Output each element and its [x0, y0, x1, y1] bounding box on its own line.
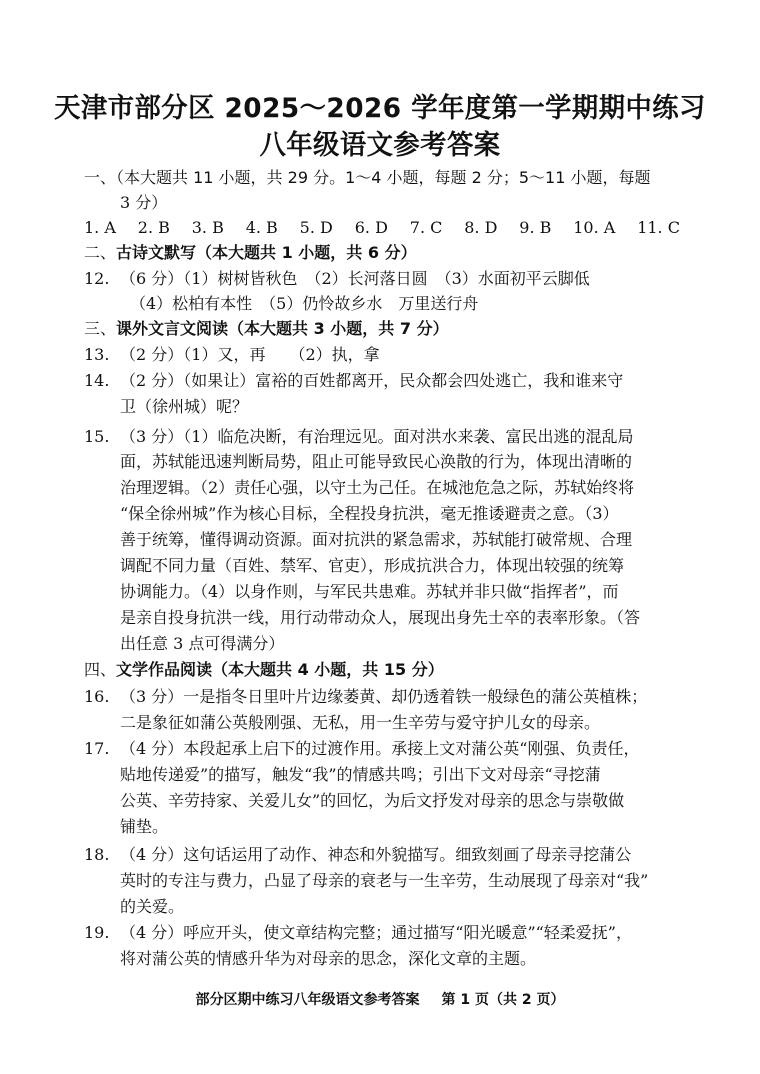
question-number: 12. — [84, 269, 110, 288]
section-2-number: 二、 — [84, 243, 117, 262]
section-4-note: （本大题共 4 小题，共 15 分） — [212, 660, 444, 679]
answer-item: 9. B — [519, 218, 552, 237]
section-1-number: 一、 — [84, 168, 117, 187]
footer-page-number: 第 1 页（共 2 页） — [441, 992, 565, 1008]
answer-item: 4. B — [245, 218, 278, 237]
answer-text: 面，苏轼能迅速判断局势，阻止可能导致民心涣散的行为，体现出清晰的 — [120, 452, 633, 471]
section-1-heading — [84, 166, 651, 190]
section-4-heading — [84, 658, 444, 682]
answer-item: 3. B — [191, 218, 224, 237]
section-3-note: （本大题共 3 小题，共 7 分） — [228, 319, 449, 338]
section-2-note: （本大题共 1 小题，共 6 分） — [196, 243, 417, 262]
answer-item: 11. C — [637, 218, 680, 237]
answer-text: 善于统筹，懂得调动资源。面对抗洪的紧急需求，苏轼能打破常规、合理 — [120, 530, 633, 549]
question-15 — [84, 425, 633, 449]
answer-item: 6. D — [354, 218, 388, 237]
section-2-heading — [84, 241, 417, 265]
question-number: 15. — [84, 427, 110, 446]
question-17 — [84, 737, 639, 761]
answer-text: （4 分）本段起承上启下的过渡作用。承接上文对蒲公英“刚强、负责任， — [120, 739, 640, 758]
answer-text: 协调能力。（4）以身作则，与军民共患难。苏轼并非只做“指挥者”，而 — [120, 582, 619, 601]
question-13 — [84, 343, 380, 367]
section-3-number: 三、 — [84, 319, 117, 338]
page-subtitle: 八年级语文参考答案 — [259, 130, 501, 161]
answer-text: 二是象征如蒲公英般刚强、无私，用一生辛劳与爱守护儿女的母亲。 — [120, 713, 601, 732]
answer-text: （6 分）（1）树树皆秋色 （2）长河落日圆 （3）水面初平云脚低 — [120, 269, 590, 288]
section-1-heading-cont: 3 分） — [120, 193, 168, 212]
answer-item: 10. A — [573, 218, 616, 237]
section-4-number: 四、 — [84, 660, 117, 679]
answer-text: 公英、辛劳持家、关爱儿女”的回忆，为后文抒发对母亲的思念与崇敬做 — [120, 791, 625, 810]
answer-text: 贴地传递爱”的描写，触发“我”的情感共鸣；引出下文对母亲“寻挖蒲 — [120, 765, 601, 784]
question-number: 14. — [84, 371, 110, 390]
footer-document-name: 部分区期中练习八年级语文参考答案 — [195, 992, 420, 1008]
answer-item: 7. C — [409, 218, 443, 237]
answer-text: （2 分）（如果让）富裕的百姓都离开，民众都会四处逃亡，我和谁来守 — [120, 371, 624, 390]
question-number: 16. — [84, 687, 110, 706]
answer-item: 8. D — [464, 218, 498, 237]
answer-text: 将对蒲公英的情感升华为对母亲的思念，深化文章的主题。 — [120, 949, 537, 968]
question-number: 17. — [84, 739, 110, 758]
answer-item: 2. B — [137, 218, 170, 237]
page-title: 天津市部分区 2025～2026 学年度第一学期期中练习 — [54, 93, 706, 124]
choice-answers-row — [84, 216, 680, 240]
answer-text: 铺垫。 — [120, 817, 169, 836]
answer-text: （4）松柏有本性 （5）仍怜故乡水 万里送行舟 — [130, 294, 479, 313]
answer-text: 出任意 3 点可得满分） — [120, 634, 285, 653]
question-14 — [84, 369, 623, 393]
section-4-title: 文学作品阅读 — [116, 660, 213, 679]
answer-text: 的关爱。 — [120, 897, 185, 916]
question-number: 19. — [84, 923, 110, 942]
question-number: 18. — [84, 845, 110, 864]
answer-text: （2 分）（1）又，再 （2）执，拿 — [120, 345, 380, 364]
answer-text: “保全徐州城”作为核心目标，全程投身抗洪，毫无推诿避责之意。（3） — [120, 504, 619, 523]
question-number: 13. — [84, 345, 110, 364]
section-2-title: 古诗文默写 — [116, 243, 197, 262]
section-3-title: 课外文言文阅读 — [116, 319, 229, 338]
answer-text: （3 分）（1）临危决断，有治理远见。面对洪水来袭、富民出逃的混乱局 — [120, 427, 634, 446]
answer-text: （3 分）一是指冬日里叶片边缘萎黄、却仍透着铁一般绿色的蒲公英植株； — [120, 687, 648, 706]
answer-text: 英时的专注与费力，凸显了母亲的衰老与一生辛劳，生动展现了母亲对“我” — [120, 871, 649, 890]
answer-text: 卫（徐州城）呢？ — [120, 397, 249, 416]
answer-text: （4 分）呼应开头，使文章结构完整；通过描写“阳光暖意”“轻柔爱抚”， — [120, 923, 632, 942]
section-3-heading — [84, 317, 449, 341]
answer-item: 1. A — [84, 218, 116, 237]
question-12 — [84, 267, 590, 291]
question-18 — [84, 843, 631, 867]
answer-item: 5. D — [299, 218, 333, 237]
answer-text: 是亲自投身抗洪一线，用行动带动众人，展现出身先士卒的表率形象。（答 — [120, 608, 641, 627]
answer-text: 调配不同力量（百姓、禁军、官吏），形成抗洪合力，体现出较强的统筹 — [120, 556, 625, 575]
section-1-note: （本大题共 11 小题，共 29 分。1～4 小题，每题 2 分；5～11 小题，每题 — [116, 168, 651, 187]
question-16 — [84, 685, 647, 709]
page-footer — [0, 989, 760, 1009]
question-19 — [84, 921, 632, 945]
answer-text: 治理逻辑。（2）责任心强，以守土为己任。在城池危急之际，苏轼始终将 — [120, 478, 635, 497]
answer-text: （4 分）这句话运用了动作、神态和外貌描写。细致刻画了母亲寻挖蒲公 — [120, 845, 632, 864]
